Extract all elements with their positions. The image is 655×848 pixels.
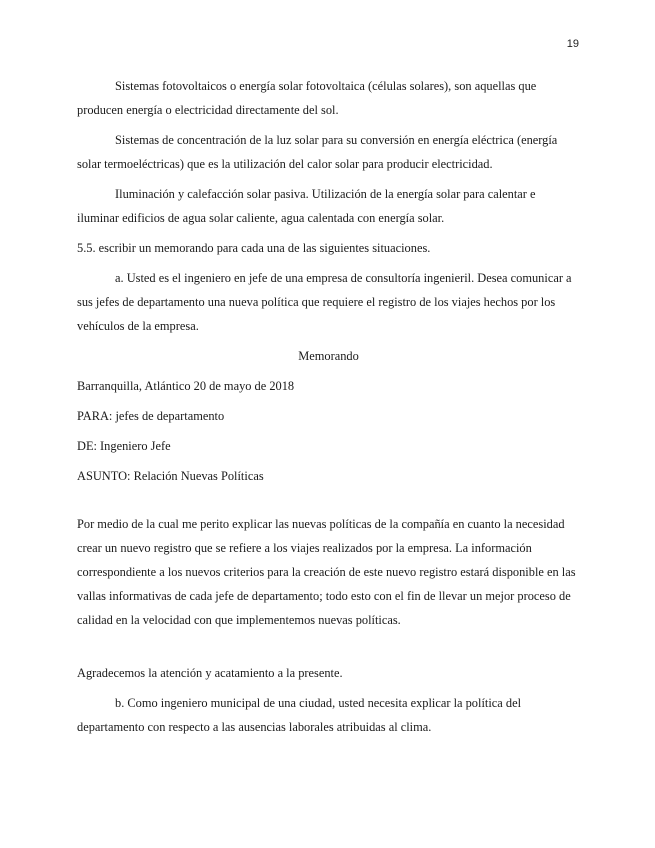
exercise-item-a: a. Usted es el ingeniero en jefe de una empresa de consultoría ingenieril. Desea comunicar a sus jefes de departamento una nueva política que requiere el registro de los viajes hechos por los vehículos de la empresa.: [77, 271, 572, 333]
exercise-heading: 5.5. escribir un memorando para cada una de las siguientes situaciones.: [77, 241, 431, 255]
paragraph-solar-concentration: Sistemas de concentración de la luz solar para su conversión en energía eléctrica (energía solar termoeléctricas) que es la utilización del calor solar para producir electricidad.: [77, 133, 558, 171]
paragraph-passive-solar: Iluminación y calefacción solar pasiva. Utilización de la energía solar para calentar e iluminar edificios de agua solar caliente, agua calentada con energía solar.: [77, 187, 536, 225]
page-number: 19: [566, 38, 579, 50]
paragraph-photovoltaic: Sistemas fotovoltaicos o energía solar fotovoltaica (células solares), son aquellas que producen energía o electricidad directamente del sol.: [77, 79, 537, 117]
memo-to: PARA: jefes de departamento: [77, 409, 225, 423]
memo-place-date: Barranquilla, Atlántico 20 de mayo de 2018: [77, 379, 295, 393]
memo-subject: ASUNTO: Relación Nuevas Políticas: [77, 469, 264, 483]
memo-body: Por medio de la cual me perito explicar las nuevas políticas de la compañía en cuanto la necesidad crear un nuevo registro que se refiere a los viajes realizados por la empresa. La información correspondiente a los nuevos criterios para la creación de este nuevo registro estará disponible en las vallas informativas de cada jefe de departamento; todo esto con el fin de llevar un mejor proceso de calidad en la velocidad con que implementemos nuevas políticas.: [77, 517, 576, 627]
exercise-item-b: b. Como ingeniero municipal de una ciudad, usted necesita explicar la política del departamento con respecto a las ausencias laborales atribuidas al clima.: [77, 696, 522, 734]
memo-closing: Agradecemos la atención y acatamiento a la presente.: [77, 666, 343, 680]
memo-from: DE: Ingeniero Jefe: [77, 439, 171, 453]
document-body: [77, 74, 580, 745]
memo-title: Memorando: [298, 349, 359, 363]
